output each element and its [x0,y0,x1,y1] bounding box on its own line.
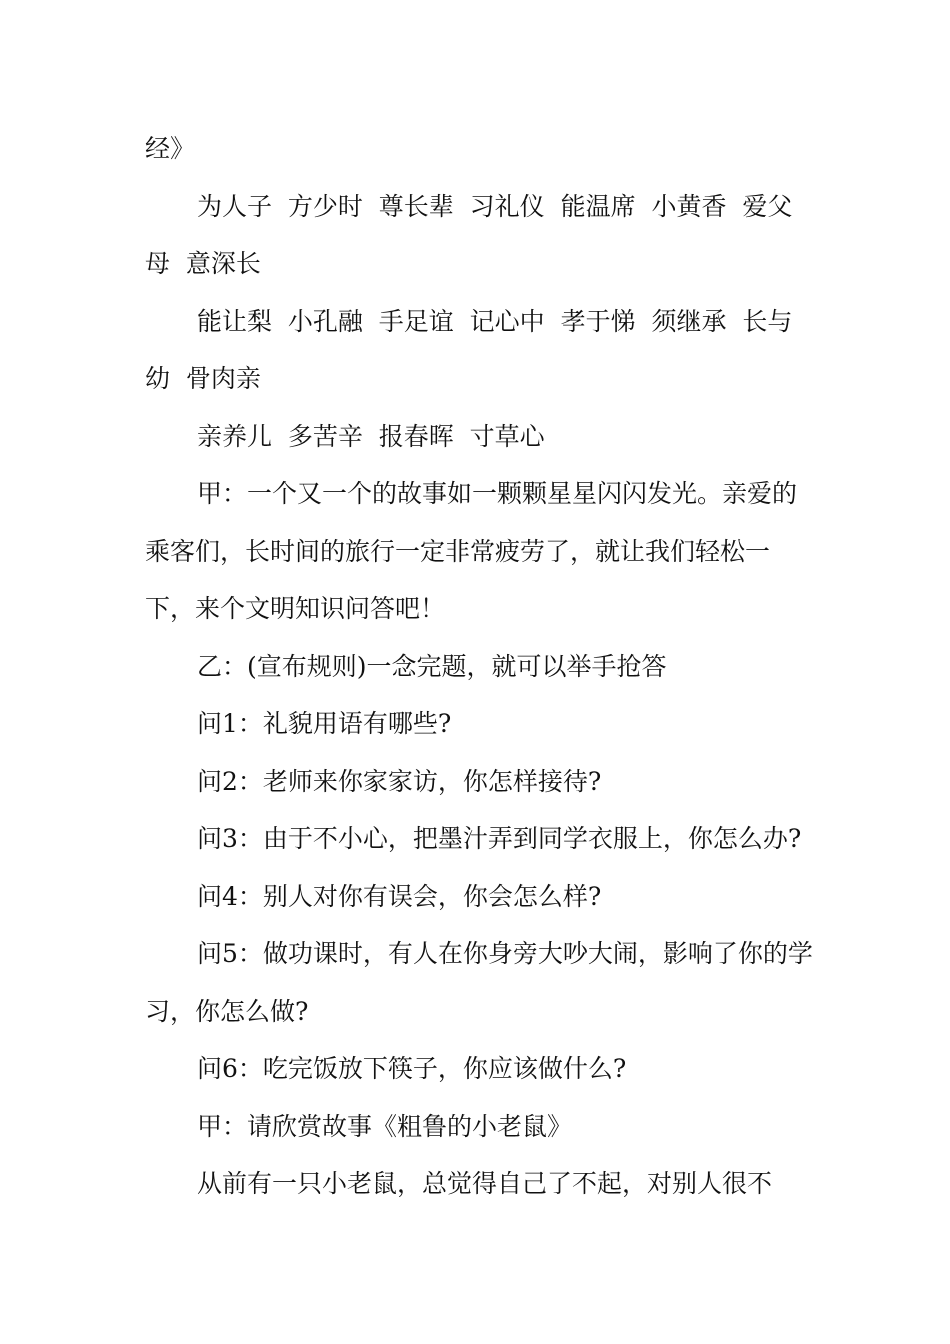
paragraph-question-1: 问1：礼貌用语有哪些? [197,709,452,738]
paragraph-verse-3: 亲养儿 多苦辛 报春晖 寸草心 [197,421,545,451]
paragraph-host-a-story: 甲：请欣赏故事《粗鲁的小老鼠》 [197,1111,573,1141]
paragraph-question-6: 问6：吃完饭放下筷子，你应该做什么? [197,1054,627,1083]
paragraph-continuation: 经》 [145,134,196,163]
paragraph-story-start: 从前有一只小老鼠，总觉得自己了不起，对别人很不 [197,1169,773,1198]
paragraph-host-b-rules: 乙：(宣布规则)一念完题，就可以举手抢答 [197,651,667,681]
paragraph-question-5: 问5：做功课时，有人在你身旁大吵大闹，影响了你的学习，你怎么做? [145,939,813,1026]
paragraph-host-a-intro: 甲：一个又一个的故事如一颗颗星星闪闪发光。亲爱的乘客们，长时间的旅行一定非常疲劳了，就让我们轻松一下，来个文明知识问答吧！ [145,479,798,623]
document-body [145,120,817,1213]
paragraph-question-2: 问2：老师来你家家访，你怎样接待? [197,766,602,796]
paragraph-question-3: 问3：由于不小心，把墨汁弄到同学衣服上，你怎么办? [197,824,802,853]
paragraph-verse-1: 为人子 方少时 尊长辈 习礼仪 能温席 小黄香 爱父母 意深长 [145,191,793,278]
paragraph-verse-2: 能让梨 小孔融 手足谊 记心中 孝于悌 须继承 长与幼 骨肉亲 [145,306,793,393]
paragraph-question-4: 问4：别人对你有误会，你会怎么样? [197,881,602,911]
